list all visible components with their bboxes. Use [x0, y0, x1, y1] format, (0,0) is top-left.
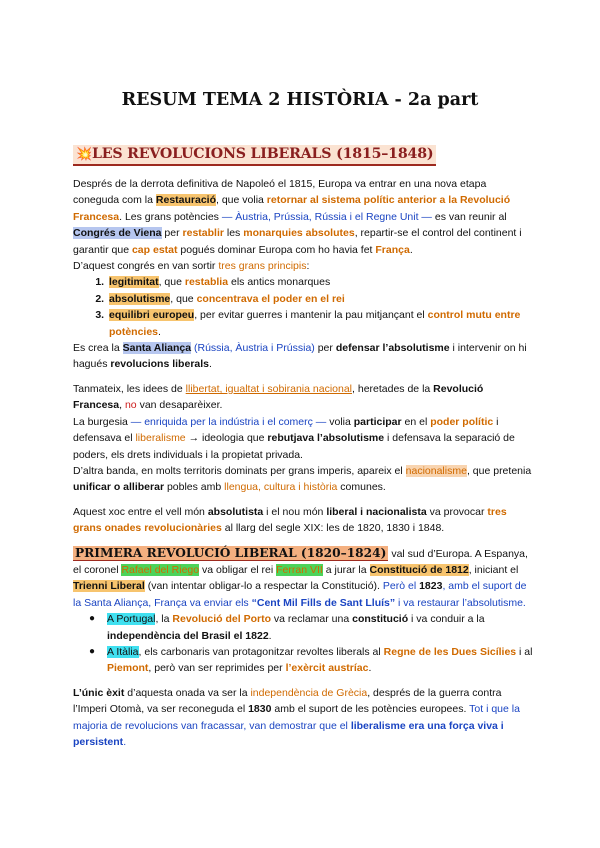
text-span: Tanmateix, les idees de: [73, 382, 186, 395]
text-span: , heretades de la: [352, 382, 434, 395]
text-span: poder polític: [430, 415, 494, 428]
text-span: Trienni Liberal: [73, 580, 145, 593]
text-span: , per evitar guerres i mantenir la pau mitjançant el: [194, 309, 428, 322]
text-span: i al: [516, 645, 533, 658]
text-span: i intervenir on hi hagués: [73, 342, 527, 371]
text-span: a jurar la: [322, 563, 370, 576]
list-item: [107, 291, 533, 307]
list-item: [107, 307, 533, 340]
paragraph-principles-intro: [73, 258, 533, 274]
text-span: restablir: [182, 227, 224, 240]
text-span: va reclamar una: [271, 613, 353, 626]
text-span: — Àustria, Prússia, Rússia i el Regne Unit —: [221, 210, 432, 223]
text-span: pogués dominar Europa com ho havia fet: [177, 243, 376, 256]
text-span: Després de la derrota definitiva de Napoleó el 1815, Europa va entrar en una nova etapa coneguda com la: [73, 178, 487, 207]
text-span: “Cent Mil Fills de Sant Lluís”: [251, 596, 396, 609]
text-span: , però van ser reprimides per: [148, 662, 286, 675]
text-span: . Les grans potències: [119, 210, 222, 223]
paragraph-ideas: [73, 381, 533, 414]
text-span: .: [368, 662, 372, 675]
text-span: i va restaurar l’absolutisme.: [395, 596, 526, 609]
list-item: [89, 644, 533, 677]
text-span: i el nou món: [263, 505, 327, 518]
text-span: Tot i que la majoria de revolucions van fracassar, van demostrar que el: [73, 703, 520, 732]
text-span: en el: [401, 415, 431, 428]
text-span: D’altra banda, en molts territoris dominats per grans imperis, apareix el: [73, 464, 406, 477]
text-span: , iniciant el: [468, 563, 519, 576]
text-span: legitimitat: [109, 276, 159, 289]
text-span: no: [124, 399, 137, 412]
text-span: revolucions liberals: [110, 358, 209, 371]
text-span: Santa Aliança: [122, 342, 192, 355]
text-span: França: [375, 243, 410, 256]
text-span: ,: [119, 399, 125, 412]
text-span: llibertat, igualtat i sobirania nacional: [185, 382, 353, 395]
bullet-icon: ●: [89, 613, 96, 625]
text-span: , amb el suport de la Santa Aliança, França va enviar els: [73, 580, 527, 609]
text-span: es van reunir al: [431, 210, 507, 223]
paragraph-nationalism: [73, 463, 533, 496]
text-span: Rafael del Riego: [121, 563, 200, 576]
paragraph-revolutionary-waves: [73, 504, 533, 537]
text-span: Revolució del Porto: [172, 613, 271, 626]
text-span: , que: [170, 292, 197, 305]
text-span: Restauració: [155, 194, 216, 207]
text-span: Aquest xoc entre el vell món: [73, 505, 208, 518]
text-span: constitució: [352, 613, 409, 626]
paragraph-restoration: [73, 176, 533, 258]
text-span: , després de la guerra contra l’Imperi Otomà, va ser reconeguda el: [73, 686, 502, 716]
text-span: , repartir-se el control del continent i garantir que: [73, 227, 522, 256]
text-span: Revolució Francesa: [73, 382, 484, 412]
text-span: .: [409, 243, 413, 256]
text-span: volia: [326, 415, 354, 428]
text-span: els antics monarques: [228, 276, 331, 289]
text-span: .: [209, 358, 212, 371]
text-span: Es crea la: [73, 342, 123, 355]
text-span: defensar l’absolutisme: [335, 342, 450, 355]
text-span: Regne de les Dues Sicílies: [383, 645, 517, 658]
text-span: (Rússia, Àustria i Prússia): [191, 342, 315, 355]
text-span: i va conduir a la: [408, 613, 485, 626]
text-span: Constitució de 1812: [369, 563, 469, 576]
text-span: i defensava la separació de poders, els drets individuals i la propietat privada.: [73, 432, 515, 461]
explosion-icon: 💥: [76, 147, 92, 162]
text-span: tres grans onades revolucionàries: [73, 505, 507, 535]
paragraph-bourgeoisie: [73, 414, 533, 463]
list-item: [89, 611, 533, 644]
text-span: Piemont: [107, 662, 149, 675]
text-span: 1830: [248, 703, 272, 716]
text-span: independència de Grècia: [250, 686, 368, 699]
section-heading-text: LES REVOLUCIONS LIBERALS (1815–1848): [92, 146, 434, 162]
text-span: .: [158, 325, 161, 338]
text-span: equilibri europeu: [109, 309, 195, 322]
text-span: d’aquesta onada va ser la: [124, 686, 251, 699]
text-span: van desaparèixer.: [136, 399, 223, 412]
text-span: Congrés de Viena: [73, 227, 162, 240]
text-span: liberalisme: [135, 432, 186, 445]
text-span: D’aquest congrés en van sortir: [73, 260, 219, 273]
text-span: A Itàlia: [107, 645, 139, 658]
text-span: al llarg del segle XIX: les de 1820, 1830 i 1848.: [221, 522, 445, 535]
text-span: amb el suport de les potències europees.: [271, 703, 470, 716]
bullet-icon: ●: [89, 645, 96, 657]
section-heading-first-liberal-revolution: PRIMERA REVOLUCIÓ LIBERAL (1820–1824): [75, 545, 387, 560]
text-span: control mutu entre potències: [109, 309, 521, 338]
page-title: RESUM TEMA 2 HISTÒRIA - 2a part: [121, 90, 479, 110]
text-span: comunes.: [337, 481, 386, 494]
text-span: liberal i nacionalista: [326, 505, 427, 518]
text-span: (van intentar obligar-lo a respectar la Constitució).: [144, 580, 383, 593]
text-span: participar: [353, 415, 402, 428]
text-span: concentrava el poder en el rei: [196, 292, 345, 305]
text-span: absolutista: [207, 505, 264, 518]
text-span: va provocar: [426, 505, 488, 518]
text-span: , que volia: [216, 194, 267, 207]
paragraph-greece: [73, 685, 533, 751]
text-span: cap estat: [131, 243, 178, 256]
text-span: pobles amb: [164, 481, 225, 494]
text-span: .: [123, 736, 127, 748]
text-span: , els carbonaris van protagonitzar revoltes liberals al: [138, 645, 384, 658]
list-item: [107, 274, 533, 290]
text-span: restablia: [184, 276, 229, 289]
paragraph-first-revolution: [73, 545, 533, 612]
text-span: — enriquida per la indústria i el comerç —: [130, 415, 327, 428]
text-span: nacionalisme: [405, 464, 467, 477]
text-span: per: [314, 342, 336, 355]
text-span: L’únic èxit: [73, 686, 125, 699]
text-span: rebutjava l’absolutisme: [267, 432, 385, 445]
text-span: i defensava el: [73, 415, 499, 445]
text-span: , que pretenia: [466, 464, 532, 477]
text-span: va obligar el rei: [199, 563, 277, 576]
principles-list: [73, 274, 533, 340]
text-span: , que: [158, 276, 185, 289]
text-span: → ideologia que: [185, 432, 268, 445]
text-span: La burgesia: [73, 415, 131, 428]
text-span: liberalisme era una força viva i persistent: [73, 719, 504, 748]
text-span: les: [223, 227, 244, 240]
text-span: , la: [155, 613, 173, 626]
text-span: :: [306, 260, 310, 273]
text-span: llengua, cultura i història: [224, 481, 338, 494]
text-span: independència del Brasil el 1822: [107, 629, 269, 642]
text-span: retornar al sistema polític anterior a la Revolució Francesa: [73, 194, 511, 223]
document-body: [73, 176, 533, 750]
text-span: l’exèrcit austríac: [285, 662, 369, 675]
text-span: A Portugal: [107, 613, 156, 626]
text-span: 1823: [419, 580, 443, 593]
text-span: Ferran VII: [276, 563, 323, 576]
text-span: monarquies absolutes: [243, 227, 355, 240]
paragraph-holy-alliance: [73, 340, 533, 373]
section-heading-liberal-revolutions: [73, 145, 436, 166]
text-span: val sud d’Europa. A Espanya, el coronel: [73, 547, 528, 576]
text-span: unificar o alliberar: [73, 481, 165, 494]
countries-list: [73, 611, 533, 677]
text-span: Però el: [382, 580, 420, 593]
text-span: absolutisme: [109, 292, 171, 305]
text-span: tres grans principis: [218, 260, 307, 273]
text-span: .: [268, 629, 272, 642]
text-span: per: [161, 227, 183, 240]
